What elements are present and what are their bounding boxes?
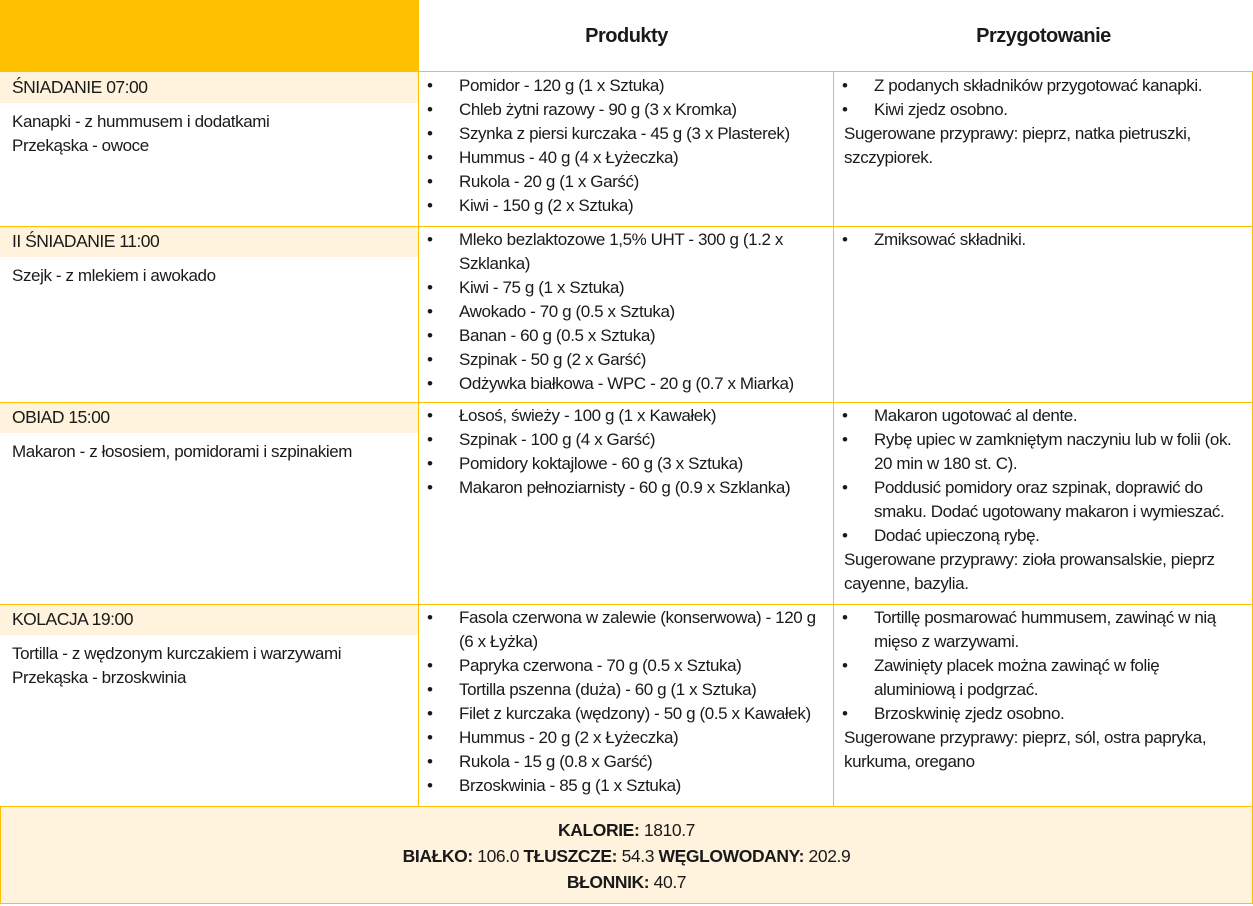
- meal-description: [0, 103, 418, 158]
- fiber-value: 40.7: [653, 872, 687, 892]
- meal-cell: [0, 72, 419, 226]
- product-item: • Kiwi - 75 g (1 x Sztuka): [419, 276, 833, 300]
- fat-label: TŁUSZCZE:: [523, 846, 618, 866]
- product-item: • Makaron pełnoziarnisty - 60 g (0.9 x Szklanka): [419, 476, 833, 500]
- product-item: • Pomidory koktajlowe - 60 g (3 x Sztuka): [419, 452, 833, 476]
- meal-row: [0, 72, 1253, 226]
- product-item: • Szpinak - 50 g (2 x Garść): [419, 348, 833, 372]
- product-item: • Brzoskwinia - 85 g (1 x Sztuka): [419, 774, 833, 798]
- row-divider: [0, 604, 1253, 605]
- product-item: • Pomidor - 120 g (1 x Sztuka): [419, 74, 833, 98]
- fiber-label: BŁONNIK:: [566, 872, 650, 892]
- header-preparation: Przygotowanie: [976, 24, 1111, 47]
- fat-value: 54.3: [621, 846, 655, 866]
- products-list: [419, 228, 833, 396]
- row-divider: [0, 226, 1253, 227]
- preparation-step: • Rybę upiec w zamkniętym naczyniu lub w folii (ok. 20 min w 180 st. C).: [834, 428, 1252, 476]
- products-cell: [419, 604, 834, 806]
- meal-title: II ŚNIADANIE 11:00: [0, 226, 418, 257]
- header-corner: [0, 0, 419, 72]
- preparation-step: • Zmiksować składniki.: [834, 228, 1252, 252]
- header-products: Produkty: [585, 24, 668, 47]
- preparation-cell: [834, 402, 1253, 604]
- product-item: • Tortilla pszenna (duża) - 60 g (1 x Sztuka): [419, 678, 833, 702]
- preparation-cell: [834, 604, 1253, 806]
- protein-value: 106.0: [477, 846, 520, 866]
- product-item: • Szynka z piersi kurczaka - 45 g (3 x Plasterek): [419, 122, 833, 146]
- suggested-spices: Sugerowane przyprawy: pieprz, sól, ostra papryka, kurkuma, oregano: [844, 728, 1207, 771]
- products-cell: [419, 402, 834, 604]
- meal-row: [0, 402, 1253, 604]
- preparation-steps: [834, 606, 1252, 726]
- nutrition-summary: [0, 806, 1253, 904]
- meal-cell: [0, 604, 419, 806]
- carbs-value: 202.9: [808, 846, 851, 866]
- meal-description: [0, 257, 418, 288]
- meal-description-line: Makaron - z łososiem, pomidorami i szpinakiem: [12, 442, 353, 461]
- meal-description: [0, 635, 418, 690]
- carbs-label: WĘGLOWODANY:: [658, 846, 805, 866]
- preparation-step: • Zawinięty placek można zawinąć w folię aluminiową i podgrzać.: [834, 654, 1252, 702]
- preparation-step: • Brzoskwinię zjedz osobno.: [834, 702, 1252, 726]
- fiber-line: [1, 869, 1252, 895]
- calories-label: KALORIE:: [558, 820, 640, 840]
- product-item: • Filet z kurczaka (wędzony) - 50 g (0.5 x Kawałek): [419, 702, 833, 726]
- preparation-step: • Tortillę posmarować hummusem, zawinąć w nią mięso z warzywami.: [834, 606, 1252, 654]
- meal-row: [0, 604, 1253, 806]
- meal-description-line: Tortilla - z wędzonym kurczakiem i warzywami: [12, 644, 342, 663]
- preparation-cell: [834, 72, 1253, 226]
- product-item: • Mleko bezlaktozowe 1,5% UHT - 300 g (1.2 x Szklanka): [419, 228, 833, 276]
- product-item: • Fasola czerwona w zalewie (konserwowa) - 120 g (6 x Łyżka): [419, 606, 833, 654]
- preparation-steps: [834, 228, 1252, 252]
- suggested-spices: Sugerowane przyprawy: pieprz, natka pietruszki, szczypiorek.: [844, 124, 1191, 167]
- product-item: • Kiwi - 150 g (2 x Sztuka): [419, 194, 833, 218]
- product-item: • Chleb żytni razowy - 90 g (3 x Kromka): [419, 98, 833, 122]
- product-item: • Papryka czerwona - 70 g (0.5 x Sztuka): [419, 654, 833, 678]
- preparation-step: • Kiwi zjedz osobno.: [834, 98, 1252, 122]
- preparation-step: • Z podanych składników przygotować kanapki.: [834, 74, 1252, 98]
- preparation-steps: [834, 404, 1252, 548]
- calories-value: 1810.7: [643, 820, 695, 840]
- product-item: • Banan - 60 g (0.5 x Sztuka): [419, 324, 833, 348]
- product-item: • Szpinak - 100 g (4 x Garść): [419, 428, 833, 452]
- meal-title: ŚNIADANIE 07:00: [0, 72, 418, 103]
- meal-title: OBIAD 15:00: [0, 402, 418, 433]
- preparation-step: • Makaron ugotować al dente.: [834, 404, 1252, 428]
- preparation-step: • Dodać upieczoną rybę.: [834, 524, 1252, 548]
- product-item: • Rukola - 15 g (0.8 x Garść): [419, 750, 833, 774]
- macros-line: [1, 843, 1252, 869]
- meal-description-line: Kanapki - z hummusem i dodatkami: [12, 112, 270, 131]
- products-cell: [419, 226, 834, 402]
- product-item: • Rukola - 20 g (1 x Garść): [419, 170, 833, 194]
- meal-cell: [0, 402, 419, 604]
- meal-description-line: Szejk - z mlekiem i awokado: [12, 266, 216, 285]
- products-list: [419, 404, 833, 500]
- preparation-step: • Poddusić pomidory oraz szpinak, doprawić do smaku. Dodać ugotowany makaron i wymieszać.: [834, 476, 1252, 524]
- row-divider: [0, 402, 1253, 403]
- product-item: • Hummus - 20 g (2 x Łyżeczka): [419, 726, 833, 750]
- preparation-steps: [834, 74, 1252, 122]
- meal-description-line: Przekąska - brzoskwinia: [12, 668, 187, 687]
- preparation-cell: [834, 226, 1253, 402]
- product-item: • Awokado - 70 g (0.5 x Sztuka): [419, 300, 833, 324]
- meal-cell: [0, 226, 419, 402]
- protein-label: BIAŁKO:: [402, 846, 473, 866]
- calories-line: [1, 817, 1252, 843]
- product-item: • Odżywka białkowa - WPC - 20 g (0.7 x Miarka): [419, 372, 833, 396]
- products-cell: [419, 72, 834, 226]
- products-list: [419, 606, 833, 798]
- meal-row: [0, 226, 1253, 402]
- product-item: • Hummus - 40 g (4 x Łyżeczka): [419, 146, 833, 170]
- product-item: • Łosoś, świeży - 100 g (1 x Kawałek): [419, 404, 833, 428]
- products-list: [419, 74, 833, 218]
- meal-title: KOLACJA 19:00: [0, 604, 418, 635]
- meal-description-line: Przekąska - owoce: [12, 136, 149, 155]
- meal-description: [0, 433, 418, 464]
- suggested-spices: Sugerowane przyprawy: zioła prowansalskie, pieprz cayenne, bazylia.: [844, 550, 1215, 593]
